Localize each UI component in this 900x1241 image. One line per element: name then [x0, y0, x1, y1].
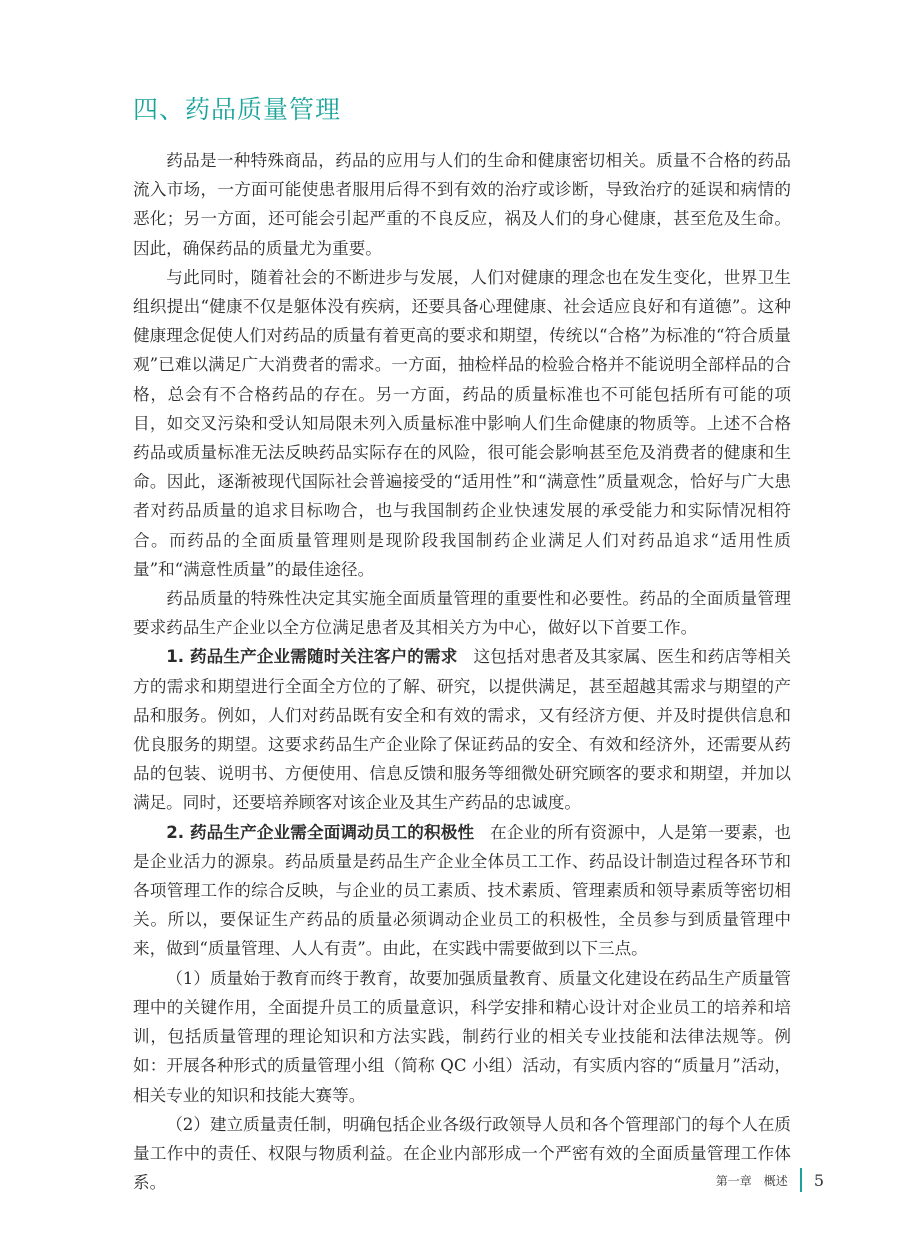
- paragraph: [133, 642, 791, 817]
- body-text: [133, 146, 791, 1197]
- section-title: 四、药品质量管理: [133, 95, 342, 124]
- page-number: 5: [813, 1170, 824, 1190]
- paragraph: 药品质量的特殊性决定其实施全面质量管理的重要性和必要性。药品的全面质量管理要求药品生产企业以全方位满足患者及其相关方为中心，做好以下首要工作。: [133, 589, 791, 638]
- paragraph: （2）建立质量责任制，明确包括企业各级行政领导人员和各个管理部门的每个人在质量工作中的责任、权限与物质利益。在企业内部形成一个严密有效的全面质量管理工作体系。: [133, 1114, 791, 1193]
- paragraph-text: 这包括对患者及其家属、医生和药店等相关方的需求和期望进行全面全方位的了解、研究，以提供满足，甚至超越其需求与期望的产品和服务。例如，人们对药品既有安全和有效的需求，又有经济方便、并及时提供信息和优良服务的期望。这要求药品生产企业除了保证药品的安全、有效和经济外，还需要从药品的包装、说明书、方便使用、信息反馈和服务等细微处研究顾客的要求和期望，并加以满足。同时，还要培养顾客对该企业及其生产药品的忠诚度。: [133, 647, 791, 813]
- paragraph: 与此同时，随着社会的不断进步与发展，人们对健康的理念也在发生变化，世界卫生组织提出“健康不仅是躯体没有疾病，还要具备心理健康、社会适应良好和有道德”。这种健康理念促使人们对药品的质量有着更高的要求和期望，传统以“合格”为标准的“符合质量观”已难以满足广大消费者的需求。一方面，抽检样品的检验合格并不能说明全部样品的合格，总会有不合格药品的存在。另一方面，药品的质量标准也不可能包括所有可能的项目，如交叉污染和受认知局限未列入质量标准中影响人们生命健康的物质等。上述不合格药品或质量标准无法反映药品实际存在的风险，很可能会影响甚至危及消费者的健康和生命。因此，逐渐被现代国际社会普遍接受的“适用性”和“满意性”质量观念，恰好与广大患者对药品质量的追求目标吻合，也与我国制药企业快速发展的承受能力和实际情况相符合。而药品的全面质量管理则是现阶段我国制药企业满足人们对药品追求“适用性质量”和“满意性质量”的最佳途径。: [133, 267, 791, 579]
- paragraph: [133, 818, 791, 964]
- page-footer: [716, 1168, 824, 1192]
- footer-divider: [800, 1168, 802, 1192]
- subheading: 1. 药品生产企业需随时关注客户的需求: [166, 647, 458, 667]
- paragraph: （1）质量始于教育而终于教育，故要加强质量教育、质量文化建设在药品生产质量管理中的关键作用，全面提升员工的质量意识，科学安排和精心设计对企业员工的培养和培训，包括质量管理的理论知识和方法实践，制药行业的相关专业技能和法律法规等。例如：开展各种形式的质量管理小组（简称 QC 小组）活动，有实质内容的“质量月”活动，相关专业的知识和技能大赛等。: [133, 968, 791, 1105]
- chapter-label: 第一章 概述: [715, 1173, 788, 1188]
- paragraph-text: 在企业的所有资源中，人是第一要素，也是企业活力的源泉。药品质量是药品生产企业全体员工工作、药品设计制造过程各环节和各项管理工作的综合反映，与企业的员工素质、技术素质、管理素质和领导素质等密切相关。所以，要保证生产药品的质量必须调动企业员工的积极性，全员参与到质量管理中来，做到“质量管理、人人有责”。由此，在实践中需要做到以下三点。: [133, 822, 791, 959]
- subheading: 2. 药品生产企业需全面调动员工的积极性: [166, 822, 475, 842]
- paragraph: 药品是一种特殊商品，药品的应用与人们的生命和健康密切相关。质量不合格的药品流入市场，一方面可能使患者服用后得不到有效的治疗或诊断，导致治疗的延误和病情的恶化；另一方面，还可能会引起严重的不良反应，祸及人们的身心健康，甚至危及生命。因此，确保药品的质量尤为重要。: [133, 151, 791, 258]
